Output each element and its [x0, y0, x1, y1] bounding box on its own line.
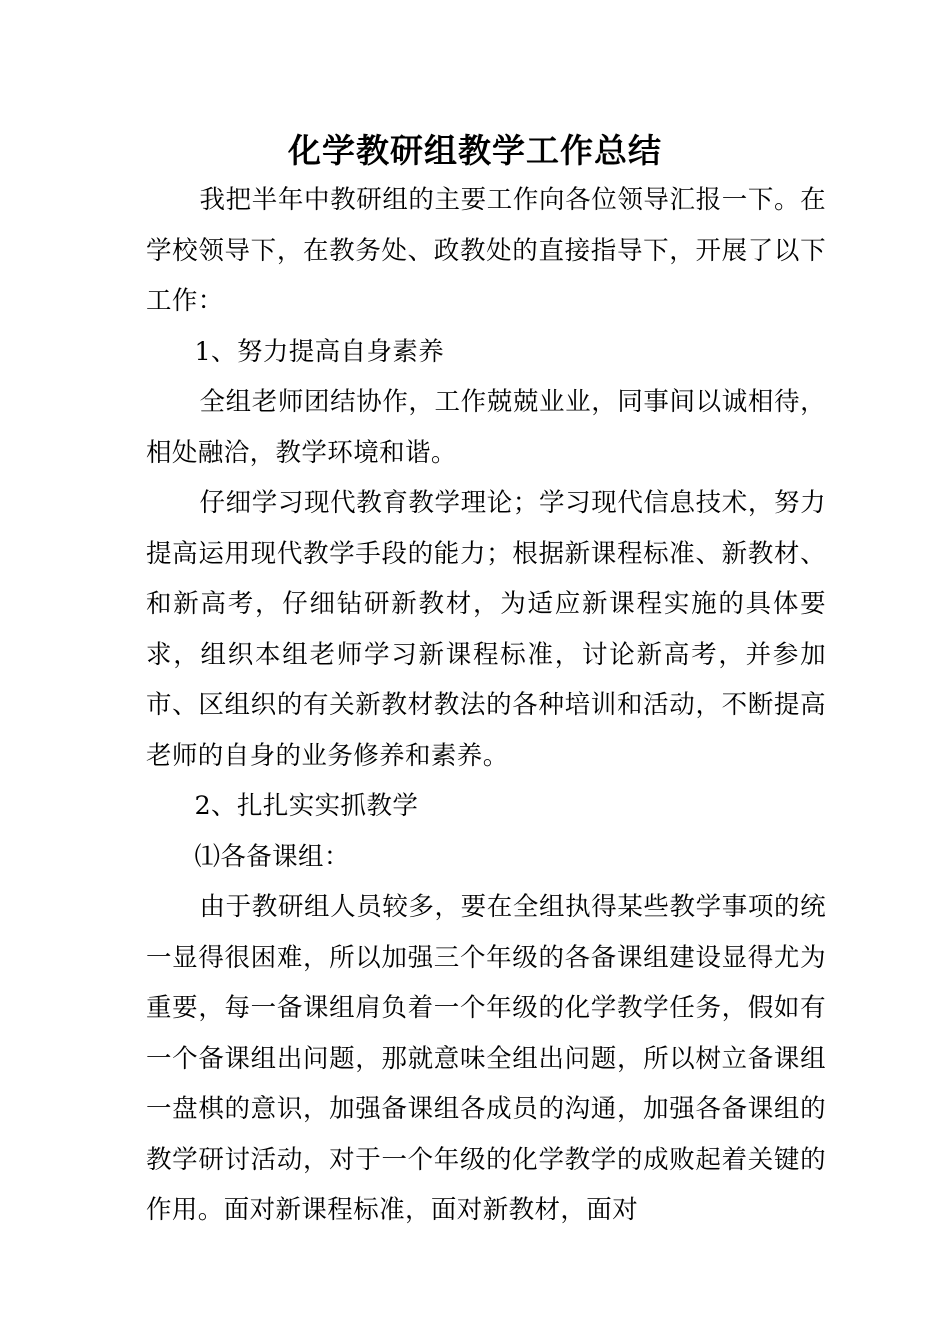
section-heading-2: 2、扎扎实实抓教学 [194, 791, 419, 821]
paragraph-intro: 我把半年中教研组的主要工作向各位领导汇报一下。在学校领导下，在教务处、政教处的直接指导下，开展了以下工作： [146, 185, 826, 316]
paragraph-study: 仔细学习现代教育教学理论；学习现代信息技术，努力提高运用现代教学手段的能力；根据新课程标准、新教材、和新高考，仔细钻研新教材，为适应新课程实施的具体要求，组织本组老师学习新课程标准，讨论新高考，并参加市、区组织的有关新教材教法的各种培训和活动，不断提高老师的自身的业务修养和素养。 [146, 488, 826, 771]
paragraph-lesson-groups: 由于教研组人员较多，要在全组执得某些教学事项的统一显得很困难，所以加强三个年级的各备课组建设显得尤为重要，每一备课组肩负着一个年级的化学教学任务，假如有一个备课组出问题，那就意味全组出问题，所以树立备课组一盘棋的意识，加强备课组各成员的沟通，加强各备课组的教学研讨活动，对于一个年级的化学教学的成败起着关键的作用。面对新课程标准，面对新教材，面对 [146, 892, 826, 1225]
document-body [146, 175, 826, 1236]
document-title: 化学教研组教学工作总结 [288, 131, 662, 170]
section-heading-1: 1、努力提高自身素养 [194, 336, 445, 367]
paragraph-teamwork: 全组老师团结协作，工作兢兢业业，同事间以诚相待，相处融洽，教学环境和谐。 [146, 387, 826, 468]
subsection-heading-1: ⑴各备课组： [194, 841, 350, 872]
